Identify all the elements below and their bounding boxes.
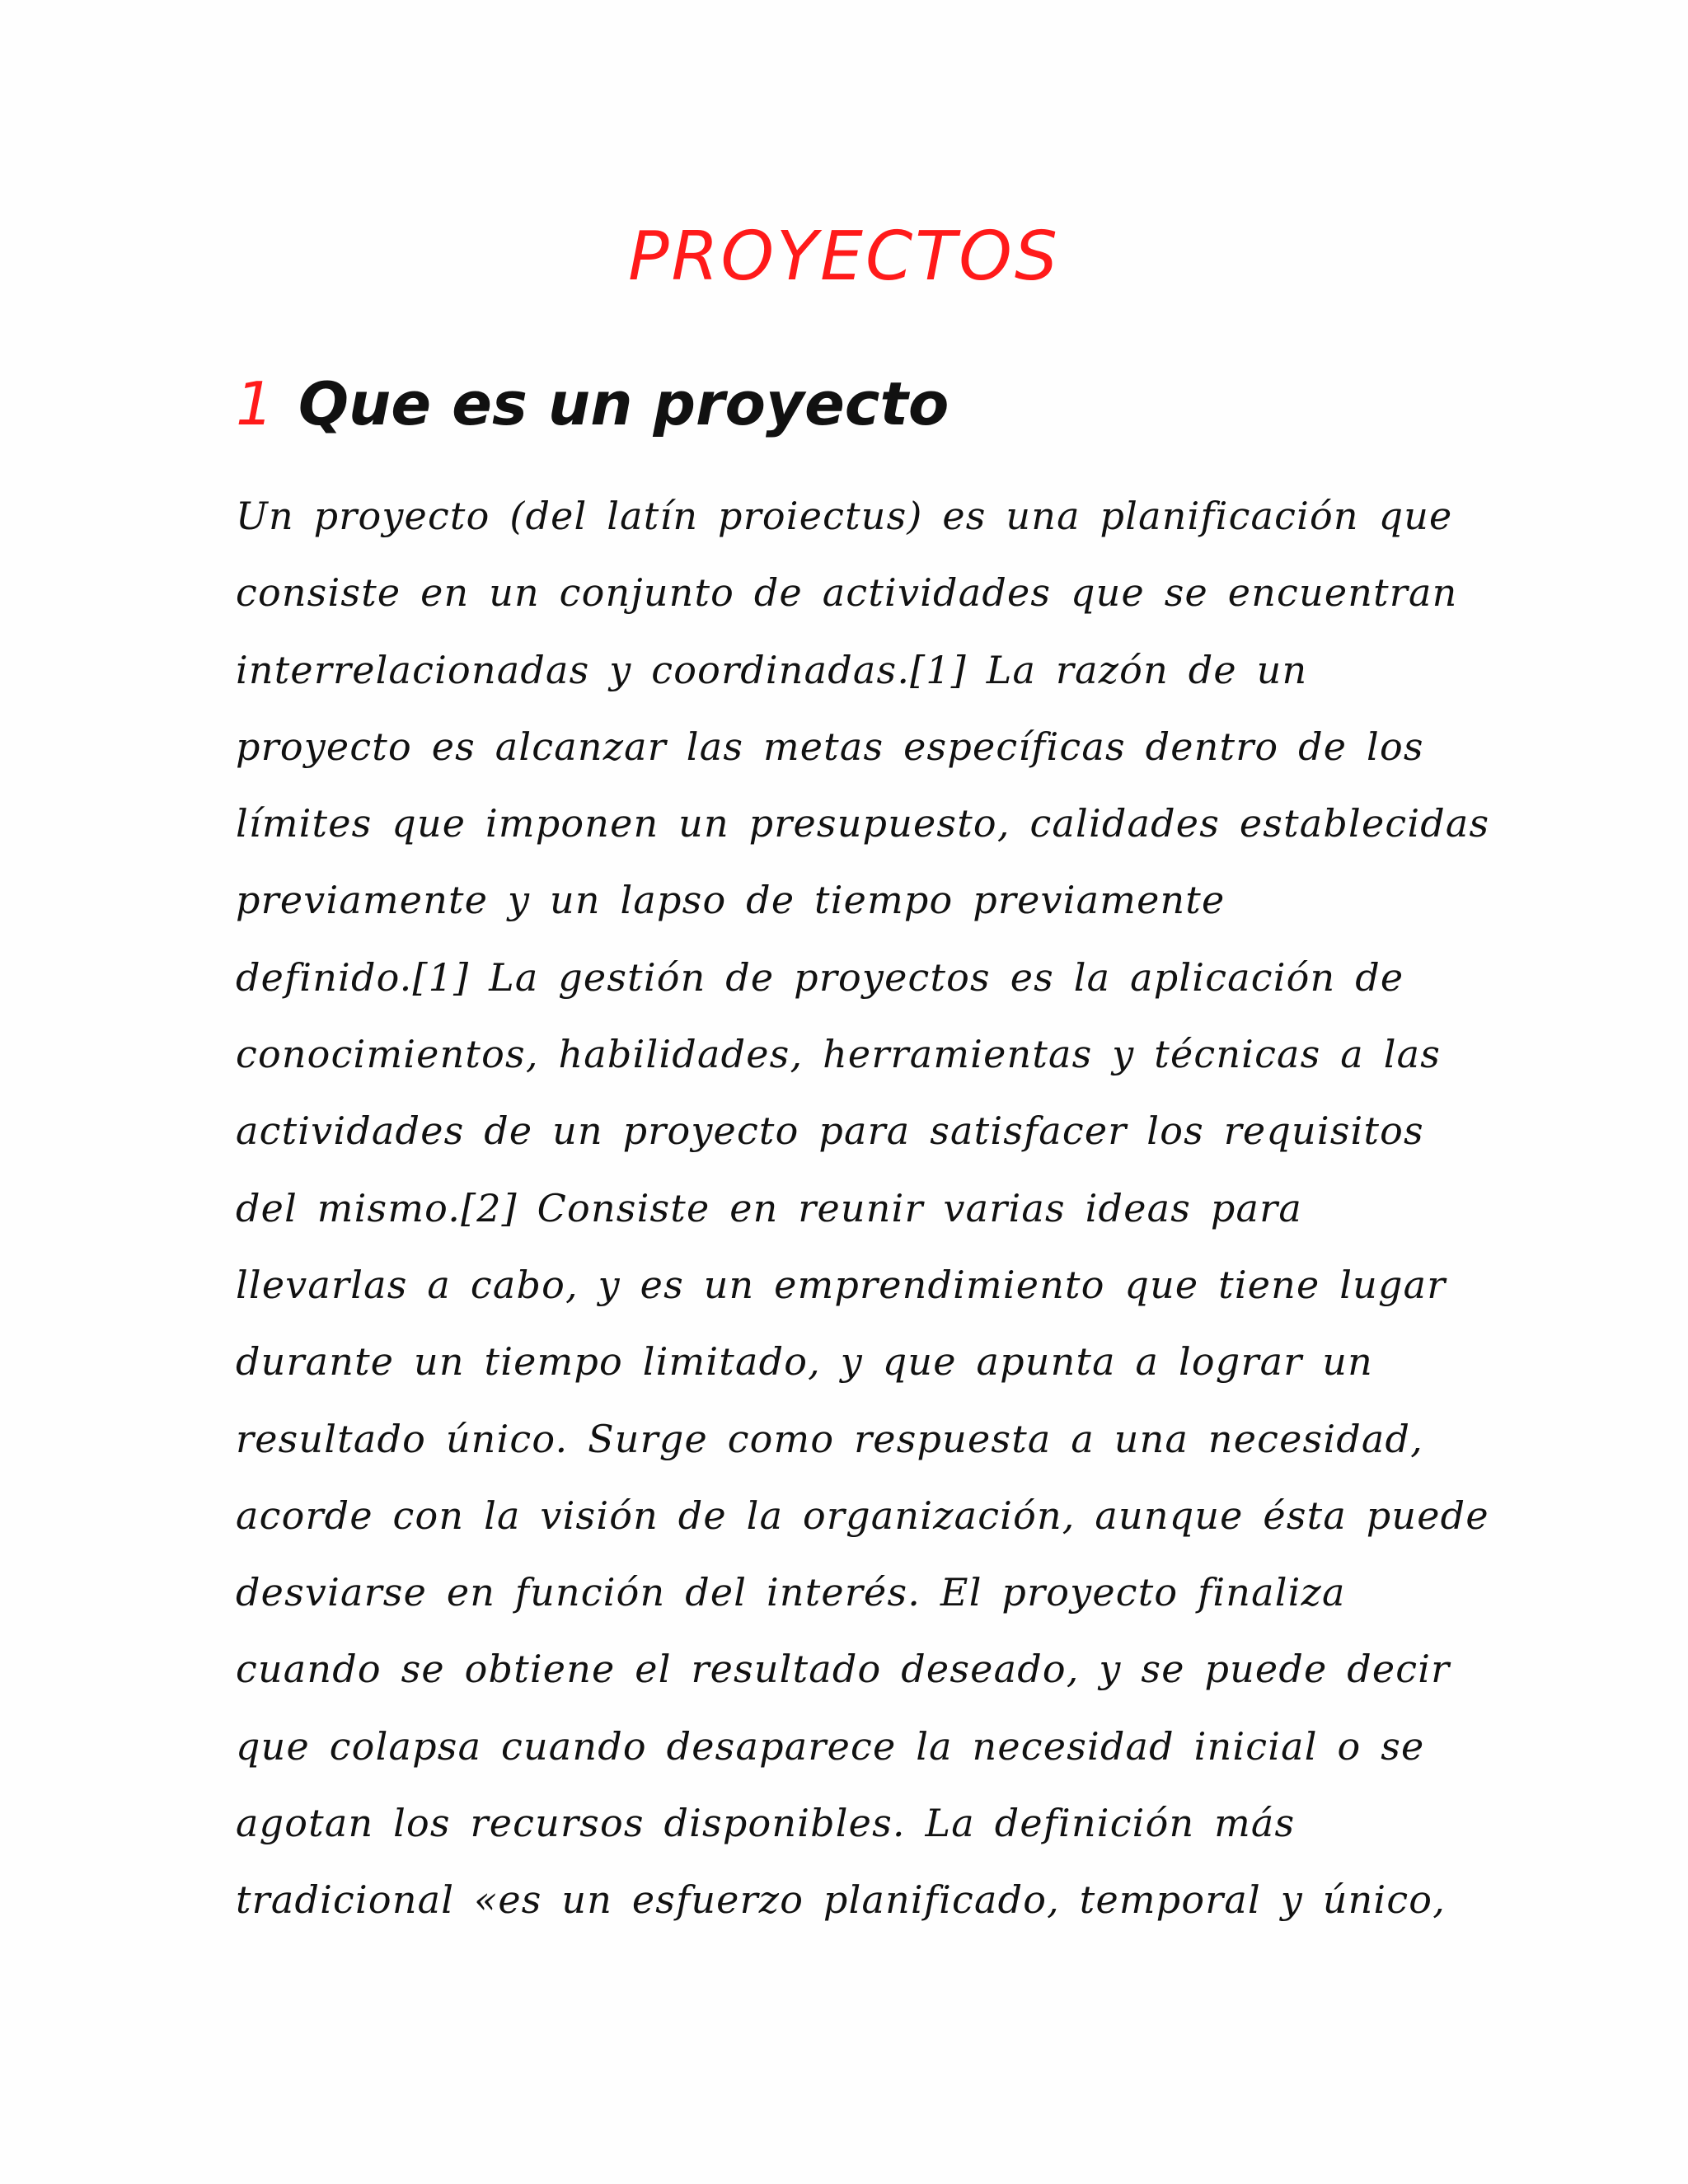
body-line: acorde con la visión de la organización, aunque ésta puede [236, 1493, 1489, 1538]
body-line: del mismo.[2] Consiste en reunir varias ideas para [236, 1185, 1302, 1230]
body-line: agotan los recursos disponibles. La definición más [236, 1801, 1296, 1846]
body-paragraph [236, 478, 1490, 1939]
body-line: llevarlas a cabo, y es un emprendimiento que tiene lugar [236, 1262, 1447, 1307]
body-line: que colapsa cuando desaparece la necesidad inicial o se [236, 1723, 1425, 1769]
body-line: actividades de un proyecto para satisfacer los requisitos [236, 1108, 1424, 1154]
body-line: durante un tiempo limitado, y que apunta a lograr un [236, 1339, 1373, 1385]
body-line: tradicional «es un esfuerzo planificado, temporal y único, [236, 1877, 1447, 1923]
body-line: previamente y un lapso de tiempo previamente [236, 878, 1226, 923]
section-number: 1 [236, 369, 274, 438]
body-line: definido.[1] La gestión de proyectos es la aplicación de [236, 954, 1404, 1000]
body-line: interrelacionadas y coordinadas.[1] La razón de un [236, 647, 1308, 692]
body-line: límites que imponen un presupuesto, calidades establecidas [236, 801, 1490, 846]
body-line: desviarse en función del interés. El proyecto finaliza [236, 1570, 1346, 1615]
section-heading [236, 364, 949, 443]
body-line: proyecto es alcanzar las metas específicas dentro de los [236, 724, 1424, 769]
body-line: Un proyecto (del latín proiectus) es una planificación que [236, 494, 1453, 538]
body-line: cuando se obtiene el resultado deseado, y se puede decir [236, 1647, 1451, 1692]
section-heading-text: Que es un proyecto [298, 369, 950, 438]
document-title: PROYECTOS [628, 218, 1060, 296]
body-line: consiste en un conjunto de actividades que se encuentran [236, 570, 1458, 616]
body-line: conocimientos, habilidades, herramientas y técnicas a las [236, 1032, 1442, 1077]
body-line: resultado único. Surge como respuesta a una necesidad, [236, 1416, 1423, 1461]
